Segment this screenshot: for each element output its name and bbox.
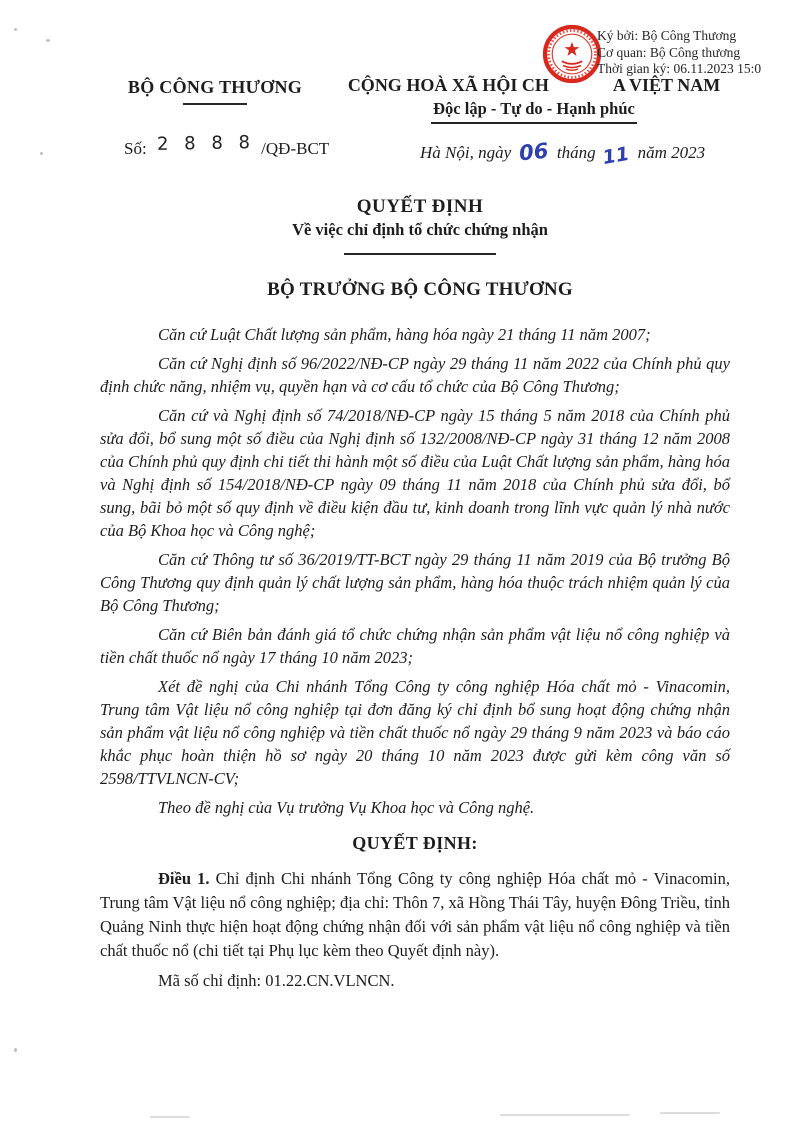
- preamble-paragraph: Căn cứ và Nghị định số 74/2018/NĐ-CP ngày 15 tháng 5 năm 2018 của Chính phủ sửa đổi, bổ sung một số điều của Nghị định số 132/2008/NĐ-CP ngày 31 tháng 12 năm 2008 của Chính phủ quy định chi tiết thi hành một số điều của Luật Chất lượng sản phẩm, hàng hóa và Nghị định số 154/2018/NĐ-CP ngày 09 tháng 11 năm 2018 của Chính phủ sửa đổi, bổ sung, bãi bỏ một số quy định về điều kiện đầu tư, kinh doanh trong lĩnh vực quản lý nhà nước của Bộ Khoa học và Công nghệ;: [100, 406, 730, 540]
- date-prefix: Hà Nội, ngày: [420, 143, 512, 162]
- article-1-text: Chỉ định Chi nhánh Tổng Công ty công nghiệp Hóa chất mỏ - Vinacomin, Trung tâm Vật liệu nổ công nghiệp; địa chỉ: Thôn 7, xã Hồng Thái Tây, huyện Đông Triều, tỉnh Quảng Ninh thực hiện hoạt động chứng nhận đối với sản phẩm vật liệu nổ công nghiệp và tiền chất thuốc nổ (chi tiết tại Phụ lục kèm theo Quyết định này).: [100, 869, 731, 960]
- decision-heading: QUYẾT ĐỊNH:: [352, 833, 478, 853]
- signature-agency: Cơ quan: Bộ Công thương: [597, 44, 741, 60]
- preamble-paragraph: Xét đề nghị của Chi nhánh Tổng Công ty công nghiệp Hóa chất mỏ - Vinacomin, Trung tâm Vật liệu nổ công nghiệp tại đơn đăng ký chỉ định bổ sung hoạt động chứng nhận sản phẩm vật liệu nổ công nghiệp và tiền chất thuốc nổ ngày 29 tháng 9 năm 2023 và báo cáo khắc phục hoàn thiện hồ sơ ngày 20 tháng 10 năm 2023 được gửi kèm công văn số 2598/TTVLNCN-CV;: [100, 677, 730, 788]
- handwritten-day: 06: [518, 138, 550, 166]
- national-title-right: A VIỆT NAM: [612, 75, 721, 95]
- document-title: QUYẾT ĐỊNH: [356, 196, 484, 217]
- doc-number-suffix: /QĐ-BCT: [261, 139, 330, 158]
- title-separator: [344, 253, 496, 255]
- document-subtitle: Về việc chỉ định tổ chức chứng nhận: [292, 220, 548, 239]
- signature-signed-by: Ký bởi: Bộ Công Thương: [597, 28, 737, 43]
- doc-number-label: Số:: [124, 139, 147, 158]
- date-suffix: năm 2023: [637, 143, 706, 162]
- signature-info: [597, 28, 800, 78]
- preamble-paragraph: Căn cứ Nghị định số 96/2022/NĐ-CP ngày 29 tháng 11 năm 2022 của Chính phủ quy định chức năng, nhiệm vụ, quyền hạn và cơ cấu tổ chức của Bộ Công Thương;: [100, 354, 730, 396]
- preamble-paragraph: Căn cứ Luật Chất lượng sản phẩm, hàng hóa ngày 21 tháng 11 năm 2007;: [158, 325, 651, 344]
- date-middle: tháng: [556, 143, 596, 162]
- scan-smudge: [660, 1112, 720, 1114]
- document-number-line: [124, 132, 330, 159]
- red-seal-icon: [542, 21, 602, 87]
- scan-speck: [14, 28, 17, 31]
- article-1-label: Điều 1.: [158, 869, 210, 888]
- preamble-paragraph: Theo đề nghị của Vụ trưởng Vụ Khoa học và Công nghệ.: [158, 798, 535, 817]
- issuing-org-block: [116, 77, 314, 105]
- document-title-block: [100, 196, 740, 301]
- scan-speck: [40, 152, 43, 155]
- handwritten-month: 11: [600, 142, 631, 170]
- doc-number-value: 2 8 8 8: [156, 132, 256, 155]
- article-1: [100, 867, 730, 993]
- org-name: BỘ CÔNG THƯƠNG: [127, 77, 303, 97]
- signature-time: Thời gian ký: 06.11.2023 15:0: [597, 61, 762, 76]
- document-body: [100, 323, 730, 999]
- preamble-paragraph: Căn cứ Biên bản đánh giá tổ chức chứng nhận sản phẩm vật liệu nổ công nghiệp và tiền chất thuốc nổ ngày 17 tháng 10 năm 2023;: [100, 625, 730, 667]
- national-motto: Độc lập - Tự do - Hạnh phúc: [431, 99, 637, 124]
- designation-code: Mã số chỉ định: 01.22.CN.VLNCN.: [158, 971, 395, 990]
- issuer-title: BỘ TRƯỞNG BỘ CÔNG THƯƠNG: [267, 279, 573, 300]
- national-title-left: CỘNG HOÀ XÃ HỘI CH: [347, 75, 549, 95]
- place-date-line: [420, 138, 706, 170]
- scan-speck: [14, 1048, 17, 1052]
- org-underline: [183, 103, 247, 105]
- scan-smudge: [500, 1114, 630, 1116]
- digital-signature-stamp: [540, 14, 800, 106]
- preamble-paragraph: Căn cứ Thông tư số 36/2019/TT-BCT ngày 29 tháng 11 năm 2019 của Bộ trưởng Bộ Công Thương quy định quản lý chất lượng sản phẩm, hàng hóa thuộc trách nhiệm quản lý của Bộ Công Thương;: [100, 550, 730, 615]
- scan-speck: [46, 39, 50, 42]
- scan-smudge: [150, 1116, 190, 1118]
